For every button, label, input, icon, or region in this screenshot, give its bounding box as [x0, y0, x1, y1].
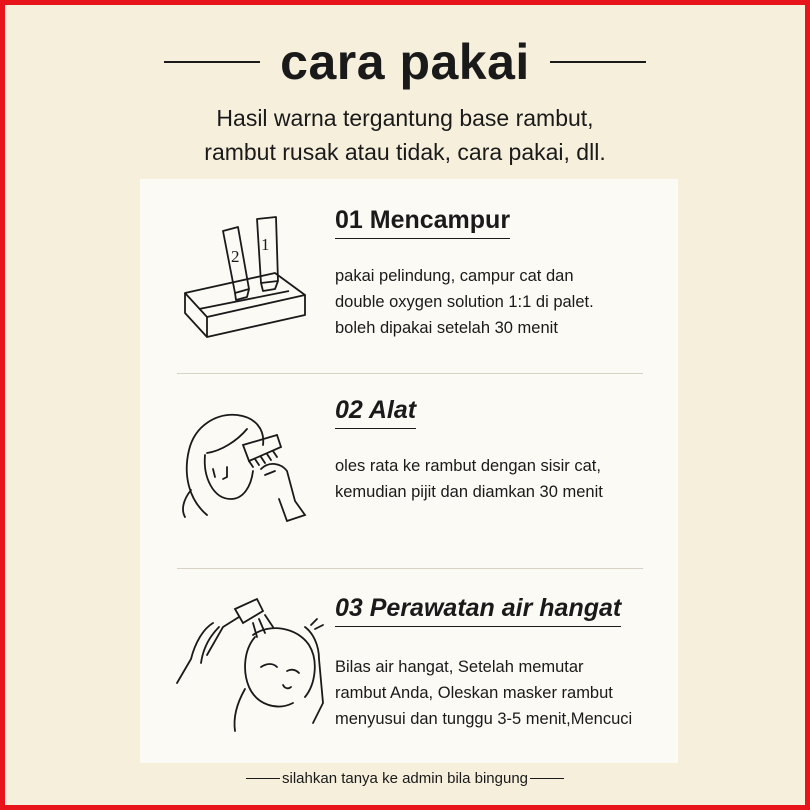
step-divider — [177, 373, 643, 374]
footer-left-rule — [246, 778, 280, 779]
title-left-rule — [164, 61, 260, 63]
footer-right-rule — [530, 778, 564, 779]
step-3-desc-line: menyusui dan tunggu 3-5 menit,Mencuci — [335, 710, 633, 728]
comb-hair-icon — [177, 405, 327, 525]
footer-text: silahkan tanya ke admin bila bingung — [282, 770, 528, 787]
step-1-desc-line: pakai pelindung, campur cat dan — [335, 267, 574, 285]
step-2-desc-line: oles rata ke rambut dengan sisir cat, — [335, 457, 601, 475]
tube-1-label: 1 — [261, 235, 270, 254]
title-row — [5, 27, 805, 97]
subtitle-line-2: rambut rusak atau tidak, cara pakai, dll. — [204, 139, 606, 165]
step-3-desc-line: rambut Anda, Oleskan masker rambut — [335, 684, 613, 702]
step-2-title: 02 Alat — [335, 397, 416, 429]
step-1-desc-line: double oxygen solution 1:1 di palet. — [335, 293, 594, 311]
step-3-desc — [335, 654, 632, 732]
subtitle — [5, 101, 805, 169]
step-1-desc — [335, 263, 594, 341]
step-1-title: 01 Mencampur — [335, 207, 510, 239]
step-3-desc-line: Bilas air hangat, Setelah memutar — [335, 658, 584, 676]
step-3-title: 03 Perawatan air hangat — [335, 595, 621, 627]
step-1-desc-line: boleh dipakai setelah 30 menit — [335, 319, 558, 337]
rinse-hair-icon — [173, 593, 333, 733]
step-2-desc — [335, 453, 603, 505]
title-right-rule — [550, 61, 646, 63]
step-divider — [177, 568, 643, 569]
step-2-desc-line: kemudian pijit dan diamkan 30 menit — [335, 483, 603, 501]
footer-note — [5, 770, 805, 787]
subtitle-line-1: Hasil warna tergantung base rambut, — [216, 105, 594, 131]
tube-2-label: 2 — [231, 247, 240, 266]
tubes-tray-icon — [177, 205, 312, 340]
page-title: cara pakai — [280, 34, 530, 90]
